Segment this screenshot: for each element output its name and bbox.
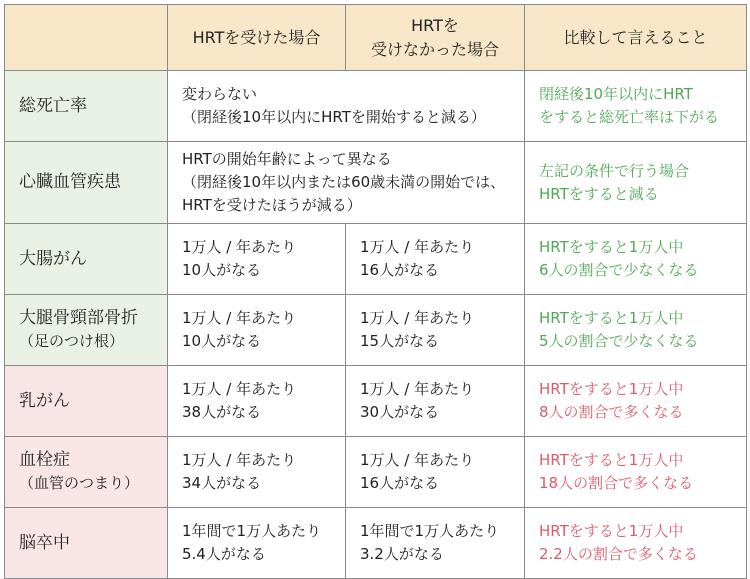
row-label <box>5 71 168 142</box>
without-hrt-cell <box>346 224 525 295</box>
cell-line: 16人がなる <box>360 474 440 492</box>
cell-line: （閉経後10年以内または60歳未満の開始では、 <box>182 173 506 191</box>
cell-line: 38人がなる <box>182 403 262 421</box>
comparison-note <box>525 142 747 224</box>
row-label-text: 脳卒中 <box>19 532 70 553</box>
table-row <box>5 295 747 366</box>
cell-line: 34人がなる <box>182 474 262 492</box>
without-hrt-cell <box>346 366 525 437</box>
table-row <box>5 508 747 579</box>
row-label-text: 心臓血管疾患 <box>19 172 121 192</box>
without-hrt-cell <box>346 508 525 579</box>
comparison-note <box>525 437 747 508</box>
cell-line: HRTの開始年齢によって異なる <box>182 150 392 168</box>
header-row <box>5 5 747 71</box>
cell-line: 5.4人がなる <box>182 545 266 563</box>
header-without-hrt-line-1: HRTを <box>411 15 459 35</box>
note-line: 6人の割合で少なくなる <box>539 261 699 279</box>
cell-line: 30人がなる <box>360 403 440 421</box>
cell-line: HRTを受けたほうが減る） <box>182 196 362 214</box>
comparison-note <box>525 366 747 437</box>
row-sublabel: （血管のつまり） <box>19 474 140 492</box>
table-row <box>5 224 747 295</box>
with-hrt-cell <box>168 508 346 579</box>
comparison-note <box>525 71 747 142</box>
merged-cell <box>168 142 525 224</box>
cell-line: （閉経後10年以内にHRTを開始すると減る） <box>182 108 486 126</box>
table-row <box>5 437 747 508</box>
header-with-hrt: HRTを受けた場合 <box>168 5 346 71</box>
comparison-note <box>525 508 747 579</box>
note-line: HRTをすると1万人中 <box>539 309 684 327</box>
note-line: 8人の割合で多くなる <box>539 403 684 421</box>
row-label <box>5 437 168 508</box>
cell-line: 10人がなる <box>182 261 262 279</box>
row-label <box>5 295 168 366</box>
note-line: 閉経後10年以内にHRT <box>539 85 693 103</box>
note-line: HRTをすると1万人中 <box>539 451 684 469</box>
row-label <box>5 366 168 437</box>
cell-line: 1万人 / 年あたり <box>182 380 297 398</box>
comparison-note <box>525 224 747 295</box>
cell-line: 1万人 / 年あたり <box>360 451 475 469</box>
with-hrt-cell <box>168 295 346 366</box>
note-line: 5人の割合で少なくなる <box>539 332 699 350</box>
cell-line: 3.2人がなる <box>360 545 444 563</box>
merged-cell <box>168 71 525 142</box>
note-line: 2.2人の割合で多くなる <box>539 545 698 563</box>
cell-line: 1万人 / 年あたり <box>182 451 297 469</box>
with-hrt-cell <box>168 366 346 437</box>
row-label-text: 血栓症 <box>19 450 70 470</box>
header-without-hrt-line-2: 受けなかった場合 <box>370 39 499 59</box>
note-line: をすると総死亡率は下がる <box>539 108 720 126</box>
row-label-text: 乳がん <box>19 390 70 411</box>
row-label-text: 大腸がん <box>19 248 87 269</box>
row-sublabel: （足のつけ根） <box>19 332 125 350</box>
without-hrt-cell <box>346 295 525 366</box>
row-label <box>5 224 168 295</box>
without-hrt-cell <box>346 437 525 508</box>
cell-line: 1万人 / 年あたり <box>360 380 475 398</box>
header-without-hrt <box>346 5 525 71</box>
note-line: HRTをすると1万人中 <box>539 380 684 398</box>
row-label-text: 大腿骨頸部骨折 <box>19 308 138 328</box>
cell-line: 1万人 / 年あたり <box>360 238 475 256</box>
cell-line: 変わらない <box>182 85 258 103</box>
note-line: HRTをすると1万人中 <box>539 522 684 540</box>
cell-line: 16人がなる <box>360 261 440 279</box>
table-row <box>5 142 747 224</box>
with-hrt-cell <box>168 224 346 295</box>
comparison-note <box>525 295 747 366</box>
cell-line: 1万人 / 年あたり <box>360 309 475 327</box>
note-line: HRTをすると減る <box>539 184 659 203</box>
note-line: 18人の割合で多くなる <box>539 474 694 492</box>
header-corner <box>5 5 168 71</box>
with-hrt-cell <box>168 437 346 508</box>
row-label-text: 総死亡率 <box>19 95 87 116</box>
cell-line: 1年間で1万人あたり <box>360 522 500 540</box>
header-comparison: 比較して言えること <box>525 5 747 71</box>
cell-line: 1年間で1万人あたり <box>182 522 322 540</box>
table-row <box>5 71 747 142</box>
table-row <box>5 366 747 437</box>
row-label <box>5 508 168 579</box>
note-line: 左記の条件で行う場合 <box>539 161 690 180</box>
cell-line: 15人がなる <box>360 332 440 350</box>
note-line: HRTをすると1万人中 <box>539 238 684 256</box>
cell-line: 10人がなる <box>182 332 262 350</box>
hrt-comparison-table <box>4 4 747 579</box>
row-label <box>5 142 168 224</box>
cell-line: 1万人 / 年あたり <box>182 309 297 327</box>
cell-line: 1万人 / 年あたり <box>182 238 297 256</box>
